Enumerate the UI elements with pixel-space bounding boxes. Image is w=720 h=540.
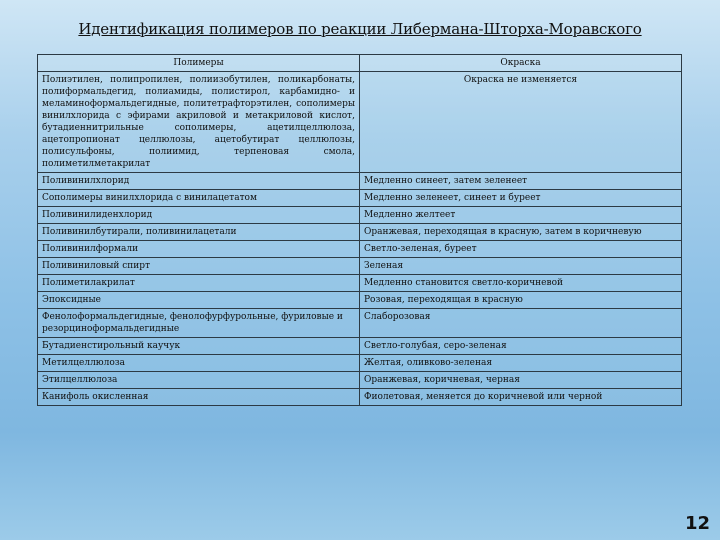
table-row — [38, 338, 682, 355]
color-cell: Медленно зеленеет, синеет и буреет — [360, 190, 682, 207]
polymer-cell: Поливинилхлорид — [38, 173, 360, 190]
polymer-cell: Сополимеры винилхлорида с винилацетатом — [38, 190, 360, 207]
polymer-cell: Полиэтилен, полипропилен, полиизобутилен, поликарбонаты, полиформальдегид, полиамиды, полистирол, карбамидно- и меламиноформальдегидные, политетрафторэтилен, сополимеры винилхлорида с эфирами акриловой и метакриловой кислот, бутадиеннитрильные сополимеры, ацетилцеллюлоза, ацетопропионат целлюлозы, ацетобутират целлюлозы, полисульфоны, полиимид, терпеновая смола, полиметилметакрилат — [38, 72, 360, 173]
table-row — [38, 355, 682, 372]
polymer-cell: Поливинилбутирали, поливинилацетали — [38, 224, 360, 241]
polymer-cell: Полиметилакрилат — [38, 275, 360, 292]
table-header-row — [38, 55, 682, 72]
table-row — [38, 389, 682, 406]
polymer-cell: Поливинилиденхлорид — [38, 207, 360, 224]
color-cell: Розовая, переходящая в красную — [360, 292, 682, 309]
header-polymers: Полимеры — [38, 55, 360, 72]
color-cell: Медленно желтеет — [360, 207, 682, 224]
page-title: Идентификация полимеров по реакции Либермана-Шторха-Моравского — [78, 20, 642, 38]
table-row — [38, 309, 682, 338]
table-row — [38, 275, 682, 292]
color-cell: Окраска не изменяется — [360, 72, 682, 173]
color-cell: Оранжевая, коричневая, черная — [360, 372, 682, 389]
color-cell: Медленно синеет, затем зеленеет — [360, 173, 682, 190]
polymer-cell: Канифоль окисленная — [38, 389, 360, 406]
table-row — [38, 72, 682, 173]
color-cell: Желтая, оливково-зеленая — [360, 355, 682, 372]
color-cell: Зеленая — [360, 258, 682, 275]
color-cell: Фиолетовая, меняется до коричневой или черной — [360, 389, 682, 406]
header-color: Окраска — [360, 55, 682, 72]
color-cell: Светло-голубая, серо-зеленая — [360, 338, 682, 355]
table-row — [38, 372, 682, 389]
polymer-cell: Бутадиенстирольный каучук — [38, 338, 360, 355]
table-row — [38, 190, 682, 207]
polymer-cell: Поливинилформали — [38, 241, 360, 258]
polymer-cell: Поливиниловый спирт — [38, 258, 360, 275]
polymer-cell: Фенолоформальдегидные, фенолофурфурольные, фуриловые и резорциноформальдегидные — [38, 309, 360, 338]
polymer-cell: Эпоксидные — [38, 292, 360, 309]
table-row — [38, 241, 682, 258]
table-row — [38, 258, 682, 275]
polymer-cell: Метилцеллюлоза — [38, 355, 360, 372]
page-number: 12 — [684, 513, 710, 534]
polymer-cell: Этилцеллюлоза — [38, 372, 360, 389]
color-cell: Светло-зеленая, буреет — [360, 241, 682, 258]
table-row — [38, 207, 682, 224]
table-row — [38, 173, 682, 190]
table-row — [38, 292, 682, 309]
table-row — [38, 224, 682, 241]
polymer-identification-table — [37, 54, 682, 406]
color-cell: Медленно становится светло-коричневой — [360, 275, 682, 292]
color-cell: Слаборозовая — [360, 309, 682, 338]
color-cell: Оранжевая, переходящая в красную, затем в коричневую — [360, 224, 682, 241]
